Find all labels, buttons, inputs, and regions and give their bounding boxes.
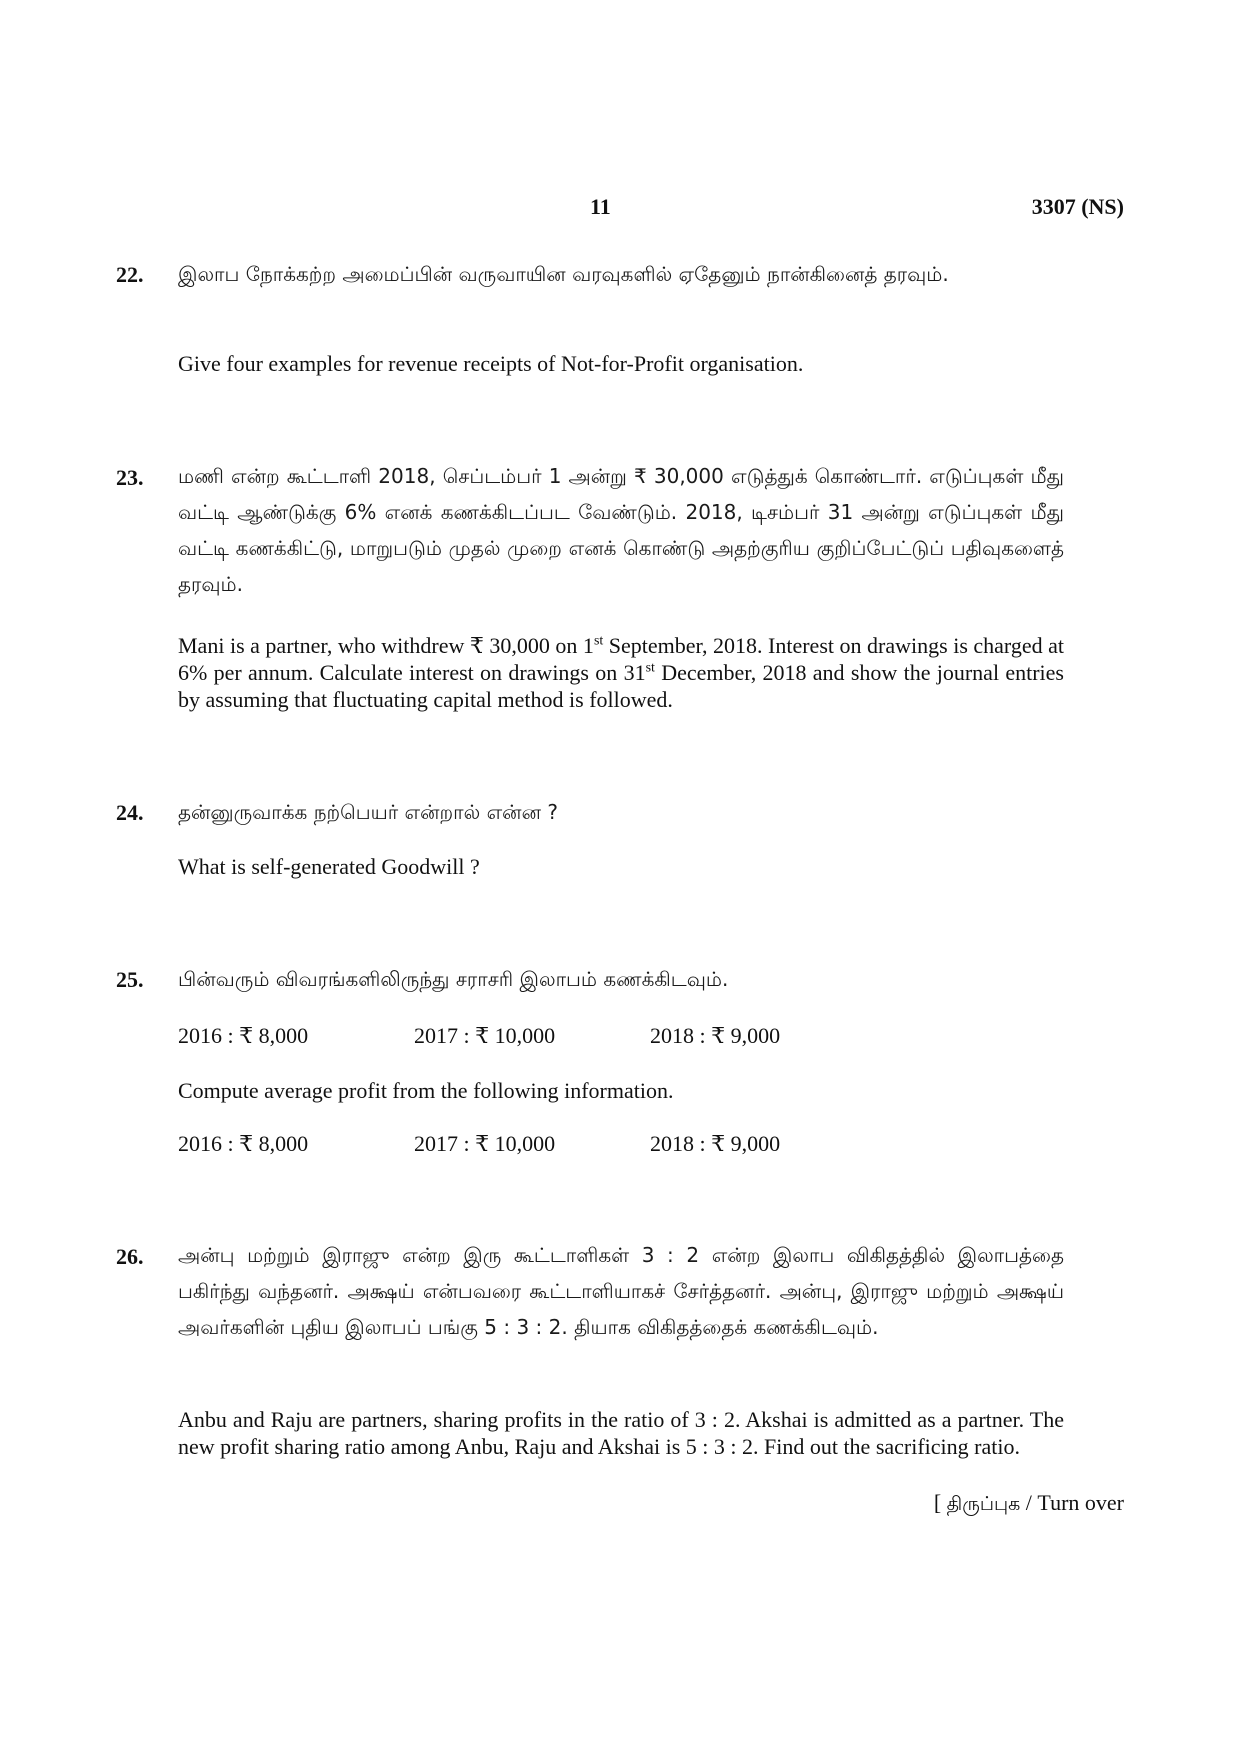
page-number: 11 (590, 194, 611, 219)
paper-code: 3307 (NS) (1031, 194, 1124, 219)
question-english (178, 632, 1064, 713)
profit-2016: 2016 : ₹ 8,000 (178, 1023, 309, 1048)
question-tamil: அன்பு மற்றும் இராஜு என்ற இரு கூட்டாளிகள் 3 : 2 என்ற இலாப விகிதத்தில் இலாபத்தை பகிர்ந்து வந்தனர். அக்ஷய் என்பவரை கூட்டாளியாகச் சேர்த்தனர். அன்பு, இராஜு மற்றும் அக்ஷய் அவர்களின் புதிய இலாபப் பங்கு 5 : 3 : 2. தியாக விகிதத்தைக் கணக்கிடவும். (178, 1243, 1064, 1339)
text-segment: September, 2018. Interest on drawings is charged at 6% per annum. Calculate interest on drawings on 31 (178, 633, 1065, 685)
footer-tamil: திருப்புக (946, 1493, 1021, 1515)
question-tamil: இலாப நோக்கற்ற அமைப்பின் வருவாயின வரவுகளில் ஏதேனும் நான்கினைத் தரவும். (178, 262, 949, 286)
question-english: Anbu and Raju are partners, sharing profits in the ratio of 3 : 2. Akshai is admitted as a partner. The new profit sharing ratio among Anbu, Raju and Akshai is 5 : 3 : 2. Find out the sacrificing ratio. (178, 1407, 1064, 1459)
profit-2017: 2017 : ₹ 10,000 (414, 1131, 556, 1156)
question-number: 23. (116, 465, 144, 490)
question-number: 22. (116, 262, 144, 287)
question-number: 26. (116, 1244, 144, 1269)
question-tamil: தன்னுருவாக்க நற்பெயர் என்றால் என்ன ? (178, 800, 558, 824)
footer-english: Turn over (1037, 1490, 1124, 1515)
turn-over-note (934, 1490, 1124, 1518)
ordinal-suffix: st (645, 660, 655, 676)
footer-bracket: [ (933, 1490, 947, 1515)
footer-separator: / (1020, 1490, 1038, 1515)
profit-2018: 2018 : ₹ 9,000 (650, 1023, 781, 1048)
ordinal-suffix: st (593, 633, 604, 649)
question-number: 25. (116, 967, 144, 992)
profit-row-english (178, 1131, 780, 1157)
profit-2017: 2017 : ₹ 10,000 (414, 1023, 556, 1048)
profit-2018: 2018 : ₹ 9,000 (650, 1131, 781, 1156)
text-segment: Mani is a partner, who withdrew ₹ 30,000 on 1 (178, 633, 594, 658)
question-tamil: பின்வரும் விவரங்களிலிருந்து சராசரி இலாபம் கணக்கிடவும். (178, 967, 729, 991)
question-number: 24. (116, 800, 144, 825)
question-english: Compute average profit from the following information. (178, 1078, 674, 1103)
profit-row-tamil (178, 1023, 780, 1049)
question-tamil: மணி என்ற கூட்டாளி 2018, செப்டம்பர் 1 அன்று ₹ 30,000 எடுத்துக் கொண்டார். எடுப்புகள் மீது வட்டி ஆண்டுக்கு 6% எனக் கணக்கிடப்பட வேண்டும். 2018, டிசம்பர் 31 அன்று எடுப்புகள் மீது வட்டி கணக்கிட்டு, மாறுபடும் முதல் முறை எனக் கொண்டு அதற்குரிய குறிப்பேட்டுப் பதிவுகளைத் தரவும். (178, 464, 1064, 596)
text-segment: December, 2018 and show the journal entries by assuming that fluctuating capital method is followed. (178, 660, 1064, 712)
profit-2016: 2016 : ₹ 8,000 (178, 1131, 309, 1156)
question-english: Give four examples for revenue receipts of Not-for-Profit organisation. (178, 351, 804, 376)
question-english: What is self-generated Goodwill ? (178, 854, 480, 879)
